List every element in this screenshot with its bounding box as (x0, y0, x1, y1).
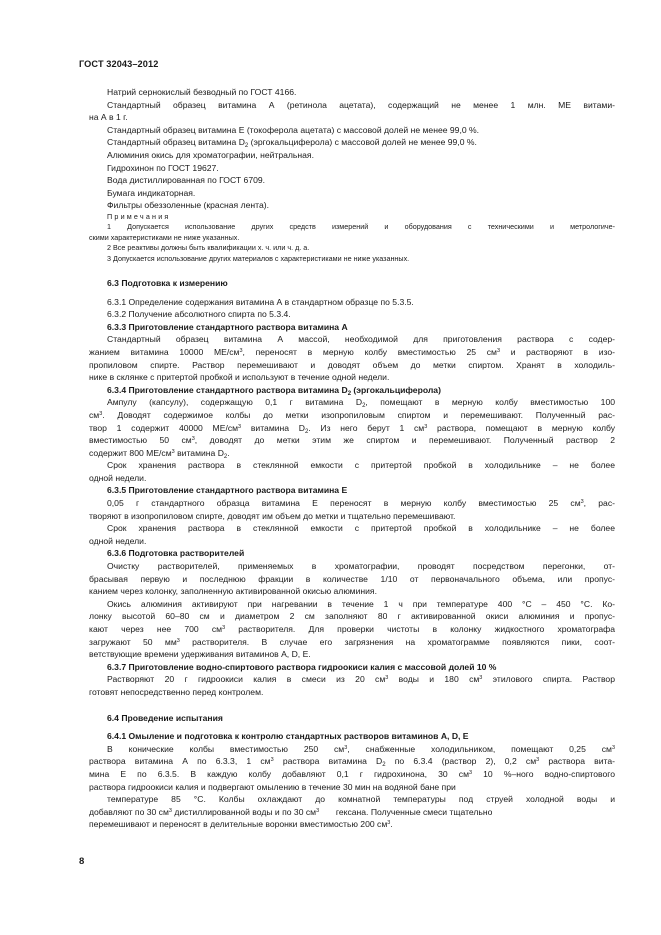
note-line-cont: скими характеристиками не ниже указанных. (89, 232, 240, 242)
section-title: 6.3 Подготовка к измерению (107, 277, 228, 288)
paragraph-line: ветствующие времени удерживания витаминов А, D, Е. (89, 649, 311, 660)
paragraph-line: Очистку растворителей, применяемых в хроматографии, проводят посредством перегонки, от- (107, 561, 615, 572)
paragraph-line: содержит 800 $МЕ/см^3$ витамина $D_2$. (89, 447, 230, 460)
paragraph: 6.3.2 Получение абсолютного спирта по 5.3.4. (107, 309, 291, 320)
notes-title: Примечания (107, 211, 171, 221)
paragraph-line: Окись алюминия активируют при нагревании в течение 1 ч при температуре 400 °С – 450 °С. Ко- (107, 598, 615, 609)
paragraph-line: Срок хранения раствора в стеклянной емкости с притертой пробкой в холодильнике – не более (107, 523, 615, 534)
paragraph-line: $см^3$. Доводят содержимое колбы до метки изопропиловым спиртом и перемешивают. Полученный рас- (89, 409, 615, 420)
paragraph-line: творяют в изопропиловом спирте, доводят им объем до метки и тщательно перемешивают. (89, 510, 456, 521)
reagent-line: Стандартный образец витамина Е (токоферола ацетата) с массовой долей не менее 99,0 %. (107, 124, 480, 135)
reagent-line: Натрий сернокислый безводный по ГОСТ 4166. (107, 87, 297, 97)
paragraph-line: одной недели. (89, 472, 147, 483)
reagent-line-cont: на А в 1 г. (89, 112, 128, 123)
paragraph-line: добавляют по 30 $см^3$ дистиллированной воды и по 30 $см^3$ гексана. Полученные смеси тщательно (89, 806, 493, 817)
paragraph-line: загружают 50 $мм^3$ растворителя. В случае его загрязнения на хроматограмме появляются пики, соот- (89, 636, 615, 647)
subsection-title: 6.3.4 Приготовление стандартного раствора витамина $D_2$ (эргокальциферола) (107, 384, 441, 397)
subsection-title: 6.4.1 Омыление и подготовка к контролю стандартных растворов витаминов А, D, Е (107, 731, 469, 742)
paragraph-line: готовят непосредственно перед контролем. (89, 686, 264, 697)
document-id-header: ГОСТ 32043–2012 (79, 59, 159, 69)
reagent-line: Стандартный образец витамина $D_2$ (эргокальциферола) с массовой долей не менее 99,0 %. (107, 137, 477, 150)
reagent-line: Стандартный образец витамина А (ретинола ацетата), содержащий не менее 1 млн. МЕ витами- (107, 99, 615, 110)
reagent-line: Вода дистиллированная по ГОСТ 6709. (107, 175, 266, 186)
paragraph-line: 0,05 г стандартного образца витамина Е переносят в мерную колбу вместимостью 25 $см^3$, рас- (107, 498, 615, 509)
paragraph-line: одной недели. (89, 535, 147, 546)
page-number: 8 (79, 856, 85, 867)
paragraph-line: лонку высотой 60–80 см и диаметром 2 см заполняют 80 г активированной окиси алюминия и пропус- (89, 611, 615, 622)
note-line: 1 Допускается использование других средств измерений и оборудования с техническими и метрологиче- (107, 222, 615, 232)
document-body (89, 86, 615, 831)
subsection-title: 6.3.7 Приготовление водно-спиртового раствора гидроокиси калия с массовой долей 10 % (107, 661, 497, 672)
note-line: 3 Допускается использование других материалов с характеристиками не ниже указанных. (107, 253, 410, 263)
paragraph-line: кают через нее 700 $см^3$ растворителя. Для проверки чистоты в колонку жидкостного хроматографа (89, 624, 615, 634)
paragraph-line: Ампулу (капсулу), содержащую 0,1 г витамина $D_2$, помещают в мерную колбу вместимостью 100 (107, 397, 616, 410)
paragraph-line: нике в склянке с притертой пробкой и используют в течение одной недели. (89, 372, 390, 383)
paragraph-line: жанием витамина 10000 $МЕ/см^3$, переносят в мерную колбу вместимостью 25 $см^3$ и растворяют в изо- (89, 346, 615, 357)
section-title: 6.4 Проведение испытания (107, 712, 223, 723)
paragraph-line: Растворяют 20 г гидроокиси калия в смеси из 20 $см^3$ воды и 180 $см^3$ этилового спирта. Раствор (107, 674, 615, 685)
paragraph: 6.3.1 Определение содержания витамина А в стандартном образце по 5.3.5. (107, 296, 414, 307)
subsection-title: 6.3.5 Приготовление стандартного раствора витамина Е (107, 485, 348, 496)
paragraph-line: В конические колбы вместимостью 250 $см^3$, снабженные холодильником, помещают 0,25 $см^3$ (107, 743, 615, 754)
paragraph-line: канием через колонку, заполненную активированной окисью алюминия. (89, 586, 377, 597)
paragraph-line: раствора гидроокиси калия и подвергают омылению в течение 30 мин на водяной бане при (89, 781, 456, 792)
paragraph-line: брасывая первую и последнюю фракции в количестве 1/10 от первоначального объема, или пропус- (89, 573, 615, 584)
paragraph-line: температуре 85 °С. Колбы охлаждают до комнатной температуры под струей холодной воды и (107, 794, 615, 805)
paragraph-line: Срок хранения раствора в стеклянной емкости с притертой пробкой в холодильнике – не более (107, 460, 615, 471)
reagent-line: Бумага индикаторная. (107, 187, 196, 198)
paragraph-line: твор 1 содержит 40000 $МЕ/см^3$ витамина $D_2$. Из него берут 1 $см^3$ раствора, помещают в мерную колбу (89, 422, 616, 435)
reagent-line: Гидрохинон по ГОСТ 19627. (107, 162, 219, 173)
reagent-line: Алюминия окись для хроматографии, нейтральная. (107, 149, 314, 160)
subsection-title: 6.3.3 Приготовление стандартного раствора витамина А (107, 321, 348, 332)
paragraph-line: пропиловом спирте. Раствор перемешивают и доводят объем до метки спиртом. Хранят в холодиль- (89, 359, 615, 370)
paragraph-line: перемешивают и переносят в делительные воронки вместимостью 200 $см^3$. (89, 819, 393, 830)
note-line: 2 Все реактивы должны быть квалификации х. ч. или ч. д. а. (107, 243, 310, 253)
paragraph-line: раствора витамина А по 6.3.3, 1 $см^3$ раствора витамина $D_2$ по 6.3.4 (раствор 2), 0,2 $см^3$ раствора вита- (89, 756, 616, 769)
paragraph-line: Стандартный образец витамина А массой, необходимой для приготовления раствора с содер- (107, 334, 615, 345)
paragraph-line: мина Е по 6.3.5. В каждую колбу добавляют 0,1 г гидрохинона, 30 $см^3$ 10 %–ного водно-спиртового (89, 768, 615, 779)
subsection-title: 6.3.6 Подготовка растворителей (107, 548, 245, 559)
reagent-line: Фильтры обеззоленные (красная лента). (107, 200, 269, 211)
paragraph-line: вместимостью 50 $см^3$, доводят до метки этим же спиртом и перемешивают. Полученный раствор 2 (89, 435, 615, 446)
